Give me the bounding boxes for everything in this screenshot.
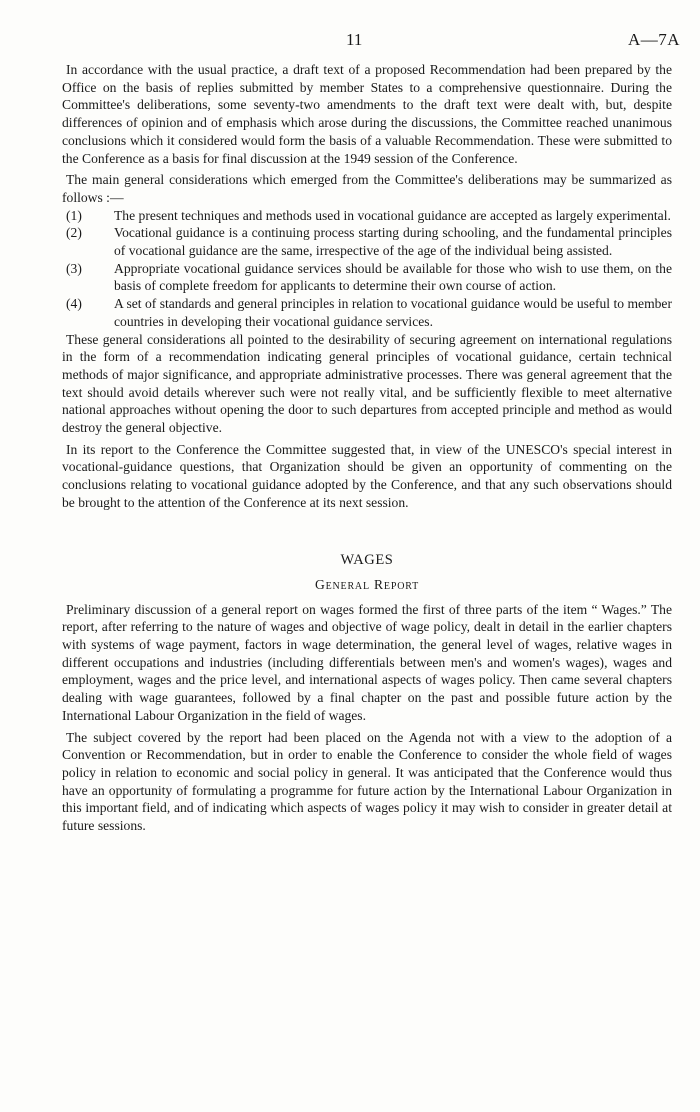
list-item-number: (3) — [66, 260, 82, 276]
body-paragraph-considerations-intro: The main general considerations which emerged from the Committee's deliberations may be summarized as follows :— — [62, 172, 672, 205]
considerations-list — [62, 207, 672, 331]
body-paragraph-wages-report: Preliminary discussion of a general report on wages formed the first of three parts of the item “ Wages.” The report, after referring to the nature of wages and objective of wage policy, dealt in detail in the earlier chapters with systems of wage payment, factors in wage determination, the general level of wages, relative wages in different occupations and industries (including differentials between men's and women's wages), wages and employment, wages and the price level, and international aspects of wages policy. Then came several chapters dealing with wage guarantees, followed by a final chapter on the past and possible future action by the International Labour Organization in the field of wages. — [62, 601, 672, 723]
section-subtitle-general-report: General Report — [315, 576, 419, 592]
page-number: 11 — [346, 30, 363, 49]
list-item — [62, 295, 672, 330]
list-item-text: Appropriate vocational guidance services should be available for those who wish to use them, on the basis of complete freedom for applicants to determine their own course of action. — [114, 260, 672, 294]
list-item-text: The present techniques and methods used in vocational guidance are accepted as largely experimental. — [114, 207, 671, 223]
body-paragraph-desirability: These general considerations all pointed to the desirability of securing agreement on international regulations in the form of a recommendation indicating general principles of vocational guidance, certain technical methods of major significance, and appropriate administrative processes. There was general agreement that the text should avoid details wherever such were not really vital, and be sufficiently flexible to meet alternative national approaches without opening the door to such departures from accepted principle and method as would destroy the general objective. — [62, 331, 672, 436]
page-header — [62, 30, 680, 58]
body-paragraph-wages-agenda: The subject covered by the report had been placed on the Agenda not with a view to the adoption of a Convention or Recommendation, but in order to enable the Conference to consider the whole field of wages policy in relation to economic and social policy in general. It was anticipated that the Conference would thus have an opportunity of formulating a programme for future action by the International Labour Organization in this important field, and of indicating which aspects of wages policy it may wish to consider in greater detail at future sessions. — [62, 729, 672, 834]
list-item-number: (2) — [66, 225, 82, 241]
document-reference: A—7A — [627, 30, 680, 49]
section-title-wages: WAGES — [340, 551, 394, 568]
list-item — [62, 260, 672, 295]
body-paragraph-draft-text: In accordance with the usual practice, a draft text of a proposed Recommendation had been prepared by the Office on the basis of replies submitted by member States to a comprehensive questionnaire. During the Committee's deliberations, some seventy-two amendments to the draft text were dealt with, but, despite differences of opinion and of emphasis which arose during the discussions, the Committee reached unanimous conclusions which it considered would form the basis of a valuable Recommendation. These were submitted to the Conference as a basis for final discussion at the 1949 session of the Conference. — [62, 62, 672, 166]
list-item-text: Vocational guidance is a continuing process starting during schooling, and the fundamental principles of vocational guidance are the same, irrespective of the age of the individual being assisted. — [114, 225, 672, 259]
body-paragraph-unesco: In its report to the Conference the Committee suggested that, in view of the UNESCO's special interest in vocational-guidance questions, that Organization should be given an opportunity of commenting on the conclusions relating to vocational guidance adopted by the Conference, and that any such observations should be brought to the attention of the Conference at its next session. — [62, 441, 672, 510]
list-item-number: (1) — [66, 207, 82, 223]
document-page — [62, 30, 680, 835]
list-item-text: A set of standards and general principles in relation to vocational guidance would be useful to member countries in developing their vocational guidance services. — [114, 296, 672, 329]
list-item — [62, 207, 672, 225]
list-item — [62, 224, 672, 259]
list-item-number: (4) — [66, 296, 82, 312]
